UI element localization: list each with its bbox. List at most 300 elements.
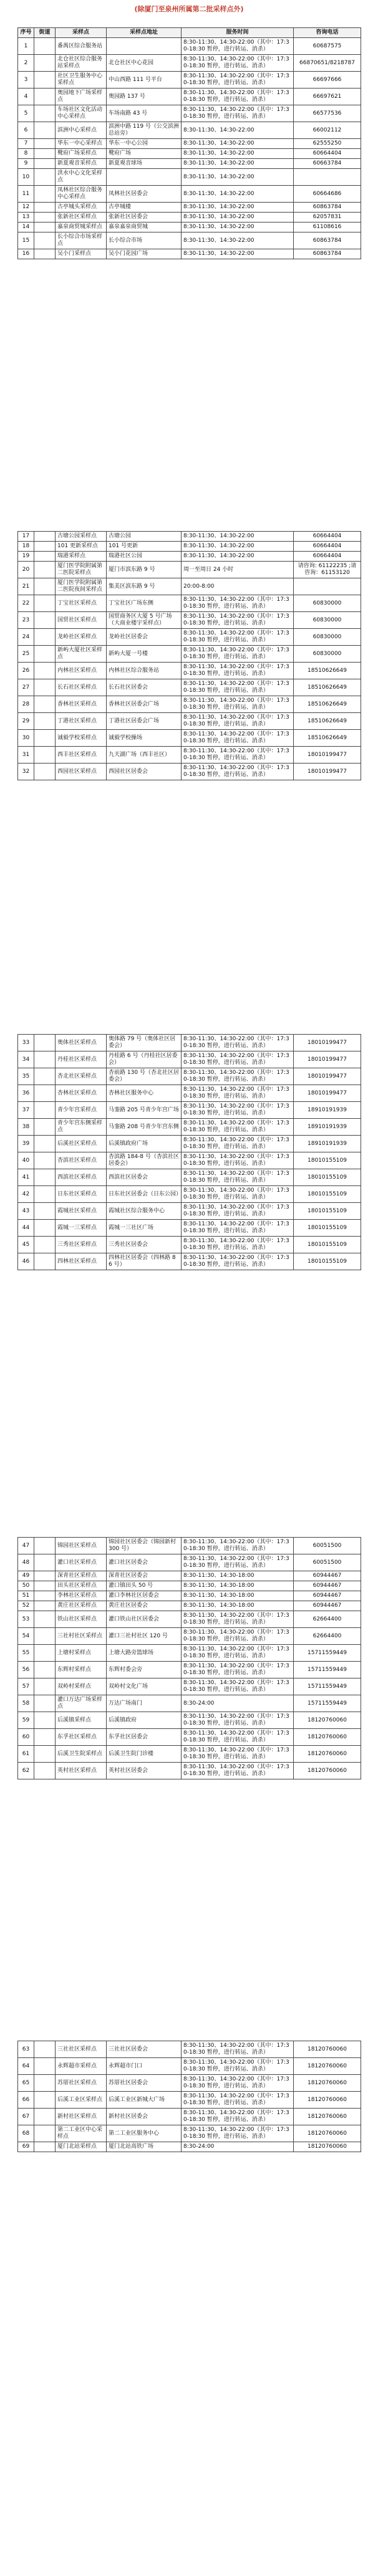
cell-time: 8:30-11:30、14:30-22:00（其中：17:30-18:30 暂停，进行转运、消杀） [182,2092,294,2109]
cell-area [34,89,56,105]
cell-name: 丹桂社区采样点 [56,1051,107,1068]
cell-area [34,1729,56,1746]
cell-time: 8:30-11:30、14:30-22:00 [182,122,294,139]
cell-area [34,1591,56,1601]
cell-time: 8:30-11:30、14:30-22:00（其中：17:30-18:30 暂停，进行转运、消杀） [182,1628,294,1645]
cell-tel: 18510626649 [294,663,361,679]
table-row [18,55,361,72]
cell-addr: 灌口三社村社区 120 号 [107,1628,182,1645]
table-row [18,1035,361,1051]
cell-name: 灌口万达广场采样点 [56,1695,107,1712]
cell-addr: 嘉泉嘉泉商贸城 [107,223,182,232]
cell-time: 8:30-11:30、14:30-22:00（其中：17:30-18:30 暂停，进行转运、消杀） [182,730,294,747]
cell-no: 41 [18,1169,34,1186]
cell-time: 8:30-11:30、14:30-22:00（其中：17:30-18:30 暂停，进行转运、消杀） [182,1662,294,1678]
cell-addr: 瑞港社区公园 [107,552,182,562]
table-row [18,139,361,149]
cell-tel: 66577536 [294,105,361,122]
cell-tel: 请咨询: 61122235 ;请咨询：61153120 [294,562,361,578]
cell-tel: 18120760060 [294,2058,361,2075]
cell-name: 杏北社区采样点 [56,1068,107,1085]
cell-area [34,532,56,542]
cell-time: 8:30-11:30、14:30-22:00（其中：17:30-18:30 暂停，进行转运、消杀） [182,764,294,780]
cell-tel: 62664400 [294,1611,361,1628]
cell-name: 三秀社区采样点 [56,1237,107,1253]
cell-area [34,646,56,663]
cell-time: 8:30-11:30、14:30-22:00（其中：17:30-18:30 暂停，进行转运、消杀） [182,2041,294,2058]
column-header: 服务时间 [182,28,294,38]
cell-addr: 张新社区居委会 [107,213,182,223]
cell-name: 日东社区采样点 [56,1186,107,1203]
cell-time: 8:30-11:30、14:30-22:00（其中：17:30-18:30 暂停，进行转运、消杀） [182,2109,294,2125]
table-row [18,595,361,612]
cell-area [34,149,56,159]
cell-name: 后溪卫生院采样点 [56,1746,107,1763]
cell-area [34,1220,56,1237]
cell-addr: 厦门北站高铁广场 [107,2142,182,2152]
cell-time: 8:30-11:30、14:30-22:00（其中：17:30-18:30 暂停，进行转运、消杀） [182,1554,294,1571]
cell-area [34,1253,56,1270]
cell-name: 奥园地下广场采样点 [56,89,107,105]
cell-tel: 60664686 [294,186,361,203]
cell-area [34,1695,56,1712]
cell-area [34,159,56,169]
cell-name: 内林社区采样点 [56,663,107,679]
cell-area [34,2125,56,2142]
cell-name: 上塘村采样点 [56,1645,107,1662]
cell-time: 8:30-11:30、14:30-22:00（其中：17:30-18:30 暂停，进行转运、消杀） [182,1051,294,1068]
table-row [18,1678,361,1695]
cell-time: 8:30-11:30、14:30-22:00 [182,139,294,149]
cell-name: 东辉村采样点 [56,1662,107,1678]
cell-tel: 66697666 [294,72,361,89]
cell-addr: 国贸商务区大厦 5 号广场（大商业楼宇采样点） [107,612,182,629]
cell-name: 后溪镇采样点 [56,1712,107,1729]
cell-addr: 吴小门花园广场 [107,249,182,259]
cell-no: 59 [18,1712,34,1729]
cell-time: 8:30-11:30、14:30-22:00（其中：17:30-18:30 暂停，进行转运、消杀） [182,1186,294,1203]
cell-area [34,1678,56,1695]
cell-name: 霞城社区采样点 [56,1203,107,1220]
cell-no: 52 [18,1601,34,1611]
cell-addr: 丁港社区居委会广场 [107,713,182,730]
cell-no: 24 [18,629,34,646]
cell-no: 47 [18,1538,34,1554]
cell-area [34,1186,56,1203]
cell-tel: 60051500 [294,1554,361,1571]
table-row [18,2142,361,2152]
cell-no: 34 [18,1051,34,1068]
cell-area [34,1581,56,1591]
cell-time: 8:30-11:30、14:30-22:00 [182,232,294,249]
cell-name: 吴小门采样点 [56,249,107,259]
table-row [18,629,361,646]
cell-area [34,1102,56,1119]
cell-no: 18 [18,542,34,552]
cell-tel: 62555250 [294,139,361,149]
cell-name: 古塘公园采样点 [56,532,107,542]
document-header [17,0,361,26]
cell-tel: 18010199477 [294,747,361,764]
cell-no: 43 [18,1203,34,1220]
cell-time: 8:30-11:30、14:30-22:00 [182,203,294,213]
cell-no: 50 [18,1581,34,1591]
cell-name: 锦园社区采样点 [56,1538,107,1554]
cell-addr: 日东社区居委会（日东公园） [107,1186,182,1203]
cell-name: 田头社区采样点 [56,1581,107,1591]
cell-name: 古亭城头采样点 [56,203,107,213]
cell-area [34,713,56,730]
cell-time: 8:30-11:30、14:30-22:00 [182,169,294,186]
cell-time: 8:30-11:30、14:30-18:00 [182,1581,294,1591]
cell-name: 后溪工业区采样点 [56,2092,107,2109]
table-row [18,72,361,89]
cell-no: 64 [18,2058,34,2075]
cell-tel: 18120760060 [294,1763,361,1779]
cell-no: 1 [18,38,34,55]
table-row [18,1237,361,1253]
cell-area [34,1645,56,1662]
cell-tel: 18010155109 [294,1203,361,1220]
cell-area [34,612,56,629]
cell-time: 8:30-11:30、14:30-18:00 [182,1591,294,1601]
cell-tel: 60830000 [294,646,361,663]
cell-no: 39 [18,1136,34,1152]
cell-time: 8:30-24:00 [182,2142,294,2152]
table-row [18,1729,361,1746]
cell-name: 长石社区采样点 [56,679,107,696]
cell-area [34,730,56,747]
cell-no: 22 [18,595,34,612]
cell-addr: 丹桂路 6 号（丹桂社区居委会） [107,1051,182,1068]
cell-no: 33 [18,1035,34,1051]
cell-tel: 18120760060 [294,2125,361,2142]
table-row [18,223,361,232]
cell-addr: 后溪镇政府 [107,1712,182,1729]
cell-name: 铁山社区采样点 [56,1611,107,1628]
cell-area [34,2058,56,2075]
cell-addr: 古亭城楼 [107,203,182,213]
cell-area [34,232,56,249]
cell-no: 21 [18,578,34,595]
sampling-points-table [17,1537,361,1779]
cell-addr: 双岭村文化广场 [107,1678,182,1695]
cell-addr [107,169,182,186]
cell-addr: 中山西路 111 号平台 [107,72,182,89]
cell-no: 29 [18,713,34,730]
cell-name: 华东一中心采样点 [56,139,107,149]
cell-time: 8:30-11:30、14:30-22:00（其中：17:30-18:30 暂停，进行转运、消杀） [182,1068,294,1085]
column-header: 采样点地址 [107,28,182,38]
cell-area [34,1169,56,1186]
cell-addr: 黄庄社区居委会 [107,1601,182,1611]
cell-tel: 18120760060 [294,2109,361,2125]
cell-addr: 后溪镇政府广场 [107,1136,182,1152]
cell-time: 8:30-11:30、14:30-22:00（其中：17:30-18:30 暂停，进行转运、消杀） [182,1035,294,1051]
cell-no: 28 [18,696,34,713]
cell-time: 8:30-24:00 [182,1695,294,1712]
table-row [18,1068,361,1085]
table-row [18,1538,361,1554]
table-row [18,1169,361,1186]
cell-tel: 60664404 [294,552,361,562]
cell-addr: 新村社区居委会 [107,2109,182,2125]
cell-name: 西园社区采样点 [56,764,107,780]
cell-addr: 英村社区居委会 [107,1763,182,1779]
cell-tel: 18120760060 [294,1712,361,1729]
cell-addr: 永辉超市门口 [107,2058,182,2075]
table-row [18,38,361,55]
cell-area [34,2109,56,2125]
cell-addr: 101 号更新 [107,542,182,552]
cell-area [34,2142,56,2152]
cell-no: 44 [18,1220,34,1237]
cell-time: 8:30-11:30、14:30-22:00（其中：17:30-18:30 暂停，进行转运、消杀） [182,1136,294,1152]
cell-no: 53 [18,1611,34,1628]
cell-no: 61 [18,1746,34,1763]
cell-area [34,203,56,213]
cell-tel: 15711559449 [294,1662,361,1678]
cell-addr: 杏滨路 184-8 号（杏滨社区居委会） [107,1152,182,1169]
cell-no: 65 [18,2075,34,2092]
cell-no: 4 [18,89,34,105]
cell-name: 第二工业区中心采样点 [56,2125,107,2142]
document-subtitle: (除厦门至泉州所属第二批采样点外) [134,5,244,13]
cell-addr: 古塘公园 [107,532,182,542]
cell-no: 46 [18,1253,34,1270]
cell-addr: 东孚社区居委会 [107,1729,182,1746]
cell-time: 8:30-11:30、14:30-22:00 [182,223,294,232]
table-row [18,713,361,730]
cell-tel: 60664404 [294,149,361,159]
table-row [18,2058,361,2075]
cell-time: 8:30-11:30、14:30-22:00 [182,213,294,223]
table-row [18,1186,361,1203]
table-row [18,612,361,629]
cell-name: 洪水中心文化采样点 [56,169,107,186]
cell-name: 凤林社区综合服务中心采样点 [56,186,107,203]
cell-no: 7 [18,139,34,149]
cell-no: 56 [18,1662,34,1678]
cell-addr: 深青社区居委会 [107,1571,182,1581]
cell-tel: 62057831 [294,213,361,223]
cell-name: 滨洲中心采样点 [56,122,107,139]
cell-no: 57 [18,1678,34,1695]
table-row [18,232,361,249]
cell-addr: 长小综合市场 [107,232,182,249]
cell-no: 62 [18,1763,34,1779]
cell-name: 社区卫生服务中心采样点 [56,72,107,89]
cell-time: 8:30-11:30、14:30-22:00（其中：17:30-18:30 暂停，进行转运、消杀） [182,1712,294,1729]
cell-time: 8:30-11:30、14:30-22:00 [182,249,294,259]
cell-addr: 诚毅学校操场 [107,730,182,747]
cell-time: 8:30-11:30、14:30-22:00（其中：17:30-18:30 暂停，进行转运、消杀） [182,1152,294,1169]
cell-time: 8:30-11:30、14:30-22:00（其中：17:30-18:30 暂停，进行转运、消杀） [182,72,294,89]
cell-addr: 奥体路 79 号（奥体社区居委会） [107,1035,182,1051]
cell-area [34,542,56,552]
cell-no: 13 [18,213,34,223]
table-row [18,2092,361,2109]
cell-name: 鹭府广场采样点 [56,149,107,159]
table-row [18,532,361,542]
cell-tel: 18510626649 [294,713,361,730]
cell-time: 8:30-11:30、14:30-22:00（其中：17:30-18:30 暂停，进行转运、消杀） [182,1611,294,1628]
cell-area [34,1746,56,1763]
cell-area [34,1203,56,1220]
cell-tel: 18510626649 [294,696,361,713]
cell-area [34,1628,56,1645]
cell-tel: 60944467 [294,1571,361,1581]
cell-time: 8:30-11:30、14:30-22:00 [182,542,294,552]
cell-no: 19 [18,552,34,562]
cell-addr: 灌口社区居委会 [107,1554,182,1571]
table-row [18,169,361,186]
cell-time: 周一至周日 24 小时 [182,562,294,578]
table-row [18,730,361,747]
cell-tel: 60830000 [294,612,361,629]
cell-name: 新屿大厦社区采样点 [56,646,107,663]
cell-addr: 丁宝社区广场东侧 [107,595,182,612]
table-row [18,159,361,169]
cell-area [34,223,56,232]
cell-no: 11 [18,186,34,203]
cell-name: 丁港社区采样点 [56,713,107,730]
table-row [18,578,361,595]
table-section-1 [17,27,361,259]
table-row [18,1102,361,1119]
cell-time: 8:30-11:30、14:30-18:00 [182,1571,294,1581]
cell-addr: 厦门市滨东路 9 号 [107,562,182,578]
cell-time: 8:30-11:30、14:30-22:00（其中：17:30-18:30 暂停，进行转运、消杀） [182,1119,294,1136]
table-row [18,249,361,259]
table-row [18,552,361,562]
cell-tel: 60863784 [294,249,361,259]
cell-time: 8:30-11:30、14:30-22:00（其中：17:30-18:30 暂停，进行转运、消杀） [182,646,294,663]
cell-no: 12 [18,203,34,213]
cell-name: 四林社区采样点 [56,1253,107,1270]
cell-addr: 西滨社区居委会 [107,1169,182,1186]
cell-tel: 60687575 [294,38,361,55]
cell-tel: 18120760060 [294,1729,361,1746]
cell-addr: 集美区滨东路 9 号 [107,578,182,595]
cell-area [34,1051,56,1068]
cell-tel [294,578,361,595]
cell-time: 20:00-8:00 [182,578,294,595]
cell-tel: 60830000 [294,629,361,646]
cell-tel: 60863784 [294,203,361,213]
cell-area [34,186,56,203]
cell-no: 25 [18,646,34,663]
cell-addr: 后溪工业区新城大广场 [107,2092,182,2109]
cell-name: 厦门北站采样点 [56,2142,107,2152]
cell-addr: 滨洲中路 119 号（公交滨洲总站旁） [107,122,182,139]
cell-time: 8:30-11:30、14:30-22:00 [182,149,294,159]
cell-addr: 杏林社区服务中心 [107,1085,182,1102]
cell-addr: 鹭府广场 [107,149,182,159]
cell-tel: 60830000 [294,595,361,612]
cell-name: 双岭村采样点 [56,1678,107,1695]
cell-tel: 66870651/8218787 [294,55,361,72]
table-row [18,1581,361,1591]
cell-tel: 18120760060 [294,2092,361,2109]
cell-name: 三社社区采样点 [56,2041,107,2058]
cell-name: 杏滨社区采样点 [56,1152,107,1169]
cell-tel: 18910191939 [294,1136,361,1152]
table-row [18,1085,361,1102]
cell-name: 青少年宫东侧采样点 [56,1119,107,1136]
cell-name: 新村社区采样点 [56,2109,107,2125]
sampling-points-table [17,27,361,259]
cell-no: 23 [18,612,34,629]
sampling-points-table [17,2041,361,2152]
cell-time: 8:30-11:30、14:30-22:00（其中：17:30-18:30 暂停，进行转运、消杀） [182,1220,294,1237]
cell-tel: 18010155109 [294,1152,361,1169]
cell-tel: 18120760060 [294,2142,361,2152]
cell-no: 8 [18,149,34,159]
cell-addr: 霞城社区综合服务中心 [107,1203,182,1220]
cell-time: 8:30-11:30、14:30-22:00（其中：17:30-18:30 暂停，进行转运、消杀） [182,1763,294,1779]
cell-addr: 西园社区居委会 [107,764,182,780]
cell-time: 8:30-11:30、14:30-22:00 [182,552,294,562]
cell-name: 香林社区采样点 [56,696,107,713]
table-header-row [18,28,361,38]
cell-no: 48 [18,1554,34,1571]
cell-no: 2 [18,55,34,72]
cell-addr: 杏前路 130 号（杏北社区居委会） [107,1068,182,1085]
cell-tel: 60863784 [294,232,361,249]
cell-time: 8:30-11:30、14:30-22:00（其中：17:30-18:30 暂停，进行转运、消杀） [182,1538,294,1554]
cell-addr: 万达广场南门 [107,1695,182,1712]
cell-tel: 15711559449 [294,1645,361,1662]
cell-area [34,1554,56,1571]
table-row [18,105,361,122]
table-row [18,1203,361,1220]
cell-addr: 龙岭社区居委会 [107,629,182,646]
cell-addr: 上塘大路旁篮球场 [107,1645,182,1662]
cell-addr: 香林社区居委会广场 [107,696,182,713]
cell-time: 8:30-11:30、14:30-22:00 [182,159,294,169]
cell-name: 永辉超市采样点 [56,2058,107,2075]
table-section-4 [17,1537,361,1779]
cell-time: 8:30-11:30、14:30-22:00（其中：17:30-18:30 暂停，进行转运、消杀） [182,1746,294,1763]
cell-tel: 18010199477 [294,1051,361,1068]
table-row [18,2109,361,2125]
cell-addr: 四林社区居委会（四林路 86 号） [107,1253,182,1270]
cell-addr: 灌口李林社区居委会 [107,1591,182,1601]
cell-name: 诚毅学校采样点 [56,730,107,747]
cell-area [34,595,56,612]
cell-no: 16 [18,249,34,259]
cell-area [34,1237,56,1253]
cell-no: 30 [18,730,34,747]
cell-addr: 锦园社区居委会（锦园新村 300 号） [107,1538,182,1554]
cell-tel: 60944467 [294,1591,361,1601]
table-section-5 [17,2041,361,2152]
cell-no: 27 [18,679,34,696]
cell-time: 8:30-11:30、14:30-22:00（其中：17:30-18:30 暂停，进行转运、消杀） [182,1729,294,1746]
cell-no: 9 [18,159,34,169]
table-row [18,1763,361,1779]
cell-no: 5 [18,105,34,122]
cell-name: 厦门医学院附属第二医院夜间采样点 [56,578,107,595]
cell-name: 车场社区文化活动中心采样点 [56,105,107,122]
cell-area [34,55,56,72]
cell-addr: 北仓社区中心花园 [107,55,182,72]
table-row [18,679,361,696]
cell-no: 36 [18,1085,34,1102]
table-row [18,1571,361,1581]
cell-area [34,122,56,139]
